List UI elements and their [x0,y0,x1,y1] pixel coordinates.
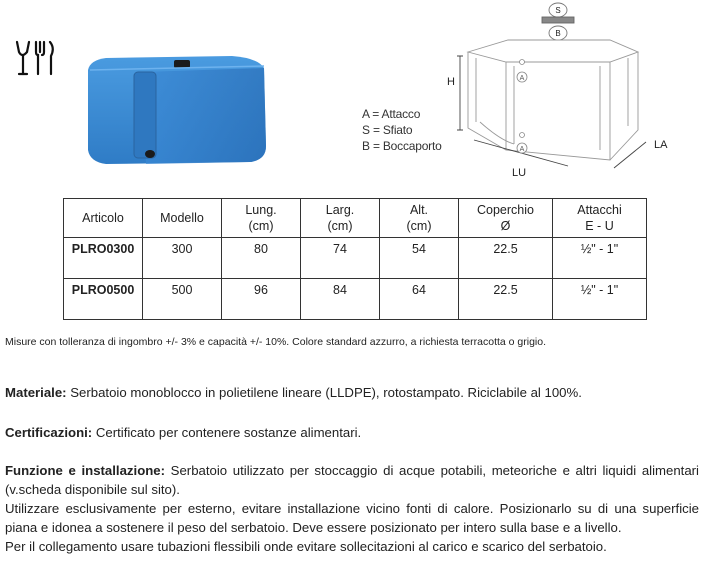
table-row [64,279,647,320]
funzione-text-2: Utilizzare esclusivamente per esterno, evitare installazione vicino fonti di calore. Posizionarlo su di una superficie piana e idonea a sostenere il peso del serbatoio. Deve essere posizionato per intero sulla base e a livello. [5,501,699,535]
cell-articolo: PLRO0300 [64,238,143,279]
dimension-diagram [440,0,670,180]
cell-attacchi: ½" - 1" [553,238,647,279]
funzione-label: Funzione e installazione: [5,463,166,478]
legend-b: B = Boccaporto [362,139,442,153]
legend-a: A = Attacco [362,107,421,121]
tolerance-note: Misure con tolleranza di ingombro +/- 3% e capacità +/- 10%. Colore standard azzurro, a richiesta terracotta o grigio. [5,336,547,348]
tank-photo [82,50,268,172]
cell-articolo: PLRO0500 [64,279,143,320]
header-attacchi: Attacchi E - U [553,199,647,238]
materiale-label: Materiale: [5,385,67,400]
header-articolo: Articolo [64,199,143,238]
header-coperchio: Coperchio Ø [459,199,553,238]
b-mark: B [555,29,561,38]
cell-alt: 54 [380,238,459,279]
cell-lung: 96 [222,279,301,320]
cell-modello: 300 [143,238,222,279]
h-label: H [447,76,455,88]
materiale-paragraph [5,383,699,402]
a-mark-top: A [519,75,525,82]
cell-lung: 80 [222,238,301,279]
cell-alt: 64 [380,279,459,320]
header-alt: Alt. (cm) [380,199,459,238]
legend-s: S = Sfiato [362,123,413,137]
la-label: LA [654,139,668,151]
header-larg: Larg. (cm) [301,199,380,238]
lu-label: LU [512,167,527,179]
table-header-row [64,199,647,238]
funzione-text-3: Per il collegamento usare tubazioni flessibili onde evitare sollecitazioni al carico e scarico del serbatoio. [5,539,607,554]
cell-larg: 74 [301,238,380,279]
certificazioni-paragraph [5,423,699,442]
certificazioni-text: Certificato per contenere sostanze alimentari. [92,425,362,440]
cell-coperchio: 22.5 [459,279,553,320]
funzione-paragraph [5,461,699,556]
cell-coperchio: 22.5 [459,238,553,279]
cell-larg: 84 [301,279,380,320]
s-mark: S [555,6,561,15]
food-safe-icon [14,38,56,78]
header-lung: Lung. (cm) [222,199,301,238]
materiale-text: Serbatoio monoblocco in polietilene lineare (LLDPE), rotostampato. Riciclabile al 100%. [66,385,582,400]
connection-legend [362,106,442,154]
cell-modello: 500 [143,279,222,320]
cell-attacchi: ½" - 1" [553,279,647,320]
spec-table [63,198,647,320]
a-mark-bottom: A [519,146,525,153]
funzione-text: Serbatoio utilizzato per stoccaggio di acque potabili, meteoriche e altri liquidi alimentari (v.scheda disponibile sul sito). [5,463,699,497]
certificazioni-label: Certificazioni: [5,425,93,440]
table-row [64,238,647,279]
header-modello: Modello [143,199,222,238]
